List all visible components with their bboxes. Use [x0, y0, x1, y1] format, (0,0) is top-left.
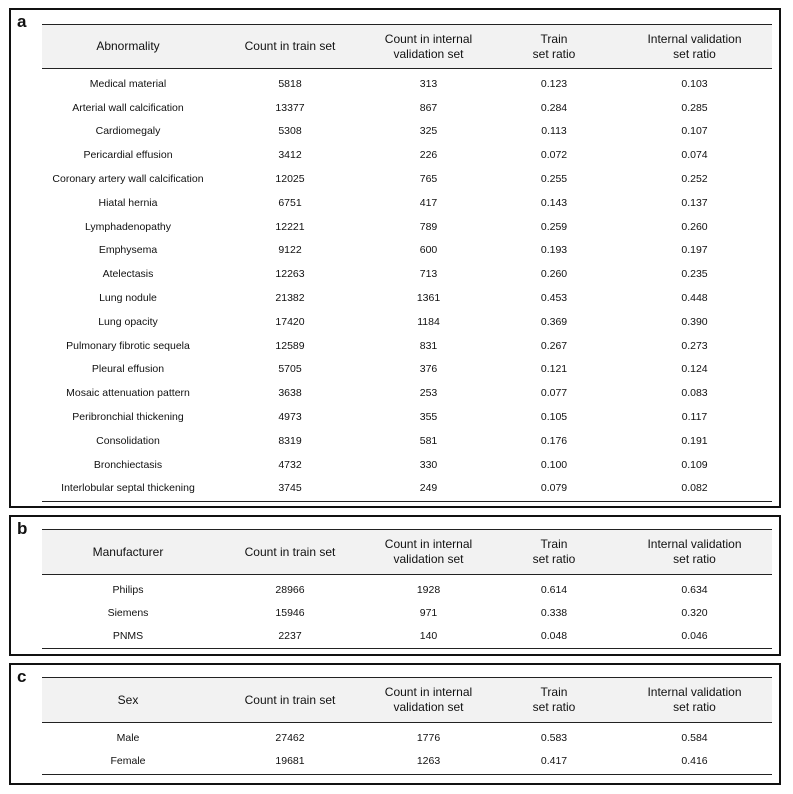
cell-train-ratio: 0.255: [540, 173, 568, 186]
cell-row-label: Female: [110, 755, 146, 768]
table-row: [42, 239, 772, 263]
manufacturer-table: [42, 529, 772, 649]
table-row: [42, 167, 772, 191]
cell-train-count: 12589: [275, 339, 305, 352]
cell-validation-count: 1776: [416, 731, 441, 744]
cell-row-label: Mosaic attenuation pattern: [66, 387, 190, 400]
table-body: [42, 723, 772, 773]
table-row: [42, 286, 772, 310]
table-row: [42, 96, 772, 120]
header-cell: Train set ratio: [532, 31, 576, 61]
table-row: [42, 750, 772, 774]
cell-validation-ratio: 0.235: [681, 268, 708, 281]
cell-row-label: Medical material: [89, 77, 167, 90]
cell-train-count: 6751: [278, 196, 302, 209]
cell-row-label: Cardiomegaly: [95, 125, 161, 138]
cell-train-count: 5818: [278, 77, 302, 90]
cell-row-label: Pericardial effusion: [83, 149, 173, 162]
cell-train-ratio: 0.113: [541, 125, 567, 138]
header-cell: Train set ratio: [532, 537, 576, 566]
cell-row-label: Emphysema: [98, 244, 158, 257]
cell-train-ratio: 0.267: [540, 339, 568, 352]
header-cell: Train set ratio: [532, 685, 576, 714]
cell-validation-count: 253: [419, 387, 438, 400]
table-body: [42, 575, 772, 647]
cell-validation-ratio: 0.109: [681, 458, 708, 471]
cell-train-count: 12025: [275, 173, 305, 186]
table-row: [42, 405, 772, 429]
table-row: [42, 334, 772, 358]
cell-validation-count: 325: [419, 125, 438, 138]
cell-validation-ratio: 0.273: [681, 339, 708, 352]
cell-validation-ratio: 0.260: [681, 220, 708, 233]
table-bottom-rule: [42, 501, 772, 502]
cell-validation-count: 1184: [417, 315, 440, 328]
cell-validation-ratio: 0.584: [681, 731, 708, 744]
cell-train-ratio: 0.079: [540, 482, 568, 495]
cell-validation-ratio: 0.197: [681, 244, 708, 257]
cell-validation-count: 140: [419, 629, 438, 642]
table-bottom-rule: [42, 774, 772, 775]
cell-train-ratio: 0.193: [540, 244, 568, 257]
cell-train-count: 9122: [278, 244, 302, 257]
cell-validation-ratio: 0.074: [681, 149, 708, 162]
header-cell: Sex: [117, 692, 139, 707]
cell-train-count: 3745: [278, 482, 302, 495]
header-cell: Count in internal validation set: [384, 537, 473, 566]
sex-table: [42, 677, 772, 775]
table-row: [42, 120, 772, 144]
table-row: [42, 578, 772, 601]
header-cell: Count in train set: [244, 692, 336, 707]
cell-train-count: 12263: [275, 268, 305, 281]
cell-validation-count: 330: [419, 458, 438, 471]
cell-train-ratio: 0.143: [540, 196, 568, 209]
header-cell: Internal validation set ratio: [647, 685, 742, 714]
cell-row-label: Peribronchial thickening: [72, 411, 184, 424]
cell-validation-ratio: 0.103: [681, 77, 708, 90]
cell-train-ratio: 0.100: [540, 458, 568, 471]
cell-validation-ratio: 0.124: [681, 363, 708, 376]
cell-validation-ratio: 0.137: [681, 196, 708, 209]
cell-validation-count: 765: [419, 173, 438, 186]
table-row: [42, 601, 772, 624]
cell-validation-count: 313: [419, 77, 438, 90]
cell-train-ratio: 0.284: [540, 101, 568, 114]
cell-train-ratio: 0.260: [540, 268, 568, 281]
cell-train-ratio: 0.121: [540, 363, 568, 376]
cell-validation-count: 1263: [416, 755, 441, 768]
cell-train-count: 12221: [275, 220, 305, 233]
cell-row-label: Lung nodule: [99, 292, 157, 305]
cell-train-count: 17420: [275, 315, 305, 328]
panel-c: [9, 663, 781, 785]
cell-validation-count: 417: [419, 196, 438, 209]
cell-train-ratio: 0.417: [540, 755, 568, 768]
cell-validation-count: 831: [419, 339, 438, 352]
table-row: [42, 262, 772, 286]
header-cell: Count in internal validation set: [384, 685, 473, 714]
cell-train-ratio: 0.176: [540, 434, 568, 447]
cell-train-count: 21382: [275, 292, 305, 305]
cell-validation-count: 1361: [416, 292, 441, 305]
cell-row-label: Siemens: [107, 606, 149, 619]
table-row: [42, 310, 772, 334]
panel-letter: a: [17, 12, 27, 31]
cell-row-label: Pulmonary fibrotic sequela: [66, 339, 190, 352]
cell-row-label: PNMS: [112, 629, 144, 642]
cell-train-count: 3638: [278, 387, 302, 400]
table-row: [42, 72, 772, 96]
table-row: [42, 358, 772, 382]
table-row: [42, 381, 772, 405]
cell-validation-ratio: 0.448: [681, 292, 708, 305]
panel-b: [9, 515, 781, 656]
table-row: [42, 429, 772, 453]
table-row: [42, 143, 772, 167]
table-row: [42, 191, 772, 215]
cell-train-ratio: 0.583: [540, 731, 568, 744]
cell-validation-ratio: 0.285: [681, 101, 708, 114]
cell-train-count: 5308: [278, 125, 302, 138]
cell-validation-ratio: 0.117: [681, 411, 708, 424]
cell-train-count: 13377: [275, 101, 305, 114]
cell-row-label: Lymphadenopathy: [84, 220, 171, 233]
cell-validation-ratio: 0.082: [681, 482, 708, 495]
cell-validation-count: 789: [419, 220, 438, 233]
cell-train-count: 3412: [278, 149, 302, 162]
cell-row-label: Philips: [112, 583, 144, 596]
header-cell: Internal validation set ratio: [647, 31, 742, 61]
cell-validation-count: 971: [419, 606, 438, 619]
cell-train-count: 19681: [275, 755, 305, 768]
header-cell: Count in train set: [244, 39, 336, 53]
cell-row-label: Arterial wall calcification: [72, 101, 184, 114]
cell-validation-count: 249: [419, 482, 438, 495]
table-header: [42, 677, 772, 723]
cell-validation-ratio: 0.390: [681, 315, 708, 328]
abnormality-table: [42, 24, 772, 502]
table-row: [42, 477, 772, 501]
cell-train-ratio: 0.123: [540, 77, 568, 90]
cell-row-label: Bronchiectasis: [93, 458, 163, 471]
header-cell: Internal validation set ratio: [647, 537, 742, 566]
cell-row-label: Hiatal hernia: [98, 196, 158, 209]
cell-train-count: 2237: [278, 629, 302, 642]
cell-validation-count: 355: [419, 411, 438, 424]
cell-train-ratio: 0.453: [540, 292, 568, 305]
cell-validation-ratio: 0.634: [681, 583, 708, 596]
table-row: [42, 624, 772, 647]
cell-train-ratio: 0.614: [540, 583, 568, 596]
cell-validation-ratio: 0.046: [681, 629, 708, 642]
cell-validation-count: 226: [419, 149, 438, 162]
cell-validation-count: 1928: [416, 583, 441, 596]
cell-train-ratio: 0.105: [540, 411, 568, 424]
cell-train-count: 4973: [278, 411, 302, 424]
cell-train-count: 5705: [278, 363, 302, 376]
table-row: [42, 726, 772, 750]
header-cell: Abnormality: [96, 39, 160, 53]
cell-row-label: Interlobular septal thickening: [61, 482, 195, 495]
cell-train-count: 4732: [278, 458, 302, 471]
cell-train-count: 27462: [275, 731, 305, 744]
cell-validation-ratio: 0.252: [681, 173, 708, 186]
cell-train-ratio: 0.072: [540, 149, 568, 162]
cell-validation-count: 581: [419, 434, 438, 447]
header-cell: Manufacturer: [92, 544, 164, 559]
cell-validation-count: 867: [419, 101, 438, 114]
header-cell: Count in train set: [244, 544, 336, 559]
cell-train-count: 8319: [278, 434, 302, 447]
table-row: [42, 453, 772, 477]
cell-train-ratio: 0.338: [540, 606, 568, 619]
cell-train-ratio: 0.077: [540, 387, 568, 400]
table-row: [42, 215, 772, 239]
cell-row-label: Lung opacity: [98, 315, 158, 328]
cell-validation-count: 713: [419, 268, 438, 281]
table-header: [42, 24, 772, 69]
cell-validation-count: 600: [419, 244, 438, 257]
cell-train-count: 28966: [275, 583, 305, 596]
cell-row-label: Atelectasis: [102, 268, 154, 281]
cell-train-ratio: 0.369: [540, 315, 568, 328]
panel-letter: c: [17, 667, 27, 686]
cell-row-label: Male: [116, 731, 140, 744]
cell-row-label: Consolidation: [96, 434, 160, 447]
panel-letter: b: [17, 519, 28, 538]
table-bottom-rule: [42, 648, 772, 649]
cell-train-count: 15946: [275, 606, 305, 619]
cell-row-label: Coronary artery wall calcification: [52, 173, 204, 186]
cell-validation-ratio: 0.191: [681, 434, 708, 447]
cell-validation-ratio: 0.416: [681, 755, 708, 768]
cell-validation-count: 376: [419, 363, 438, 376]
table-body: [42, 69, 772, 500]
cell-validation-ratio: 0.107: [681, 125, 708, 138]
cell-train-ratio: 0.259: [540, 220, 568, 233]
cell-train-ratio: 0.048: [540, 629, 568, 642]
cell-row-label: Pleural effusion: [91, 363, 165, 376]
panel-a: [9, 8, 781, 508]
cell-validation-ratio: 0.320: [681, 606, 708, 619]
table-header: [42, 529, 772, 575]
header-cell: Count in internal validation set: [384, 31, 473, 61]
cell-validation-ratio: 0.083: [681, 387, 708, 400]
